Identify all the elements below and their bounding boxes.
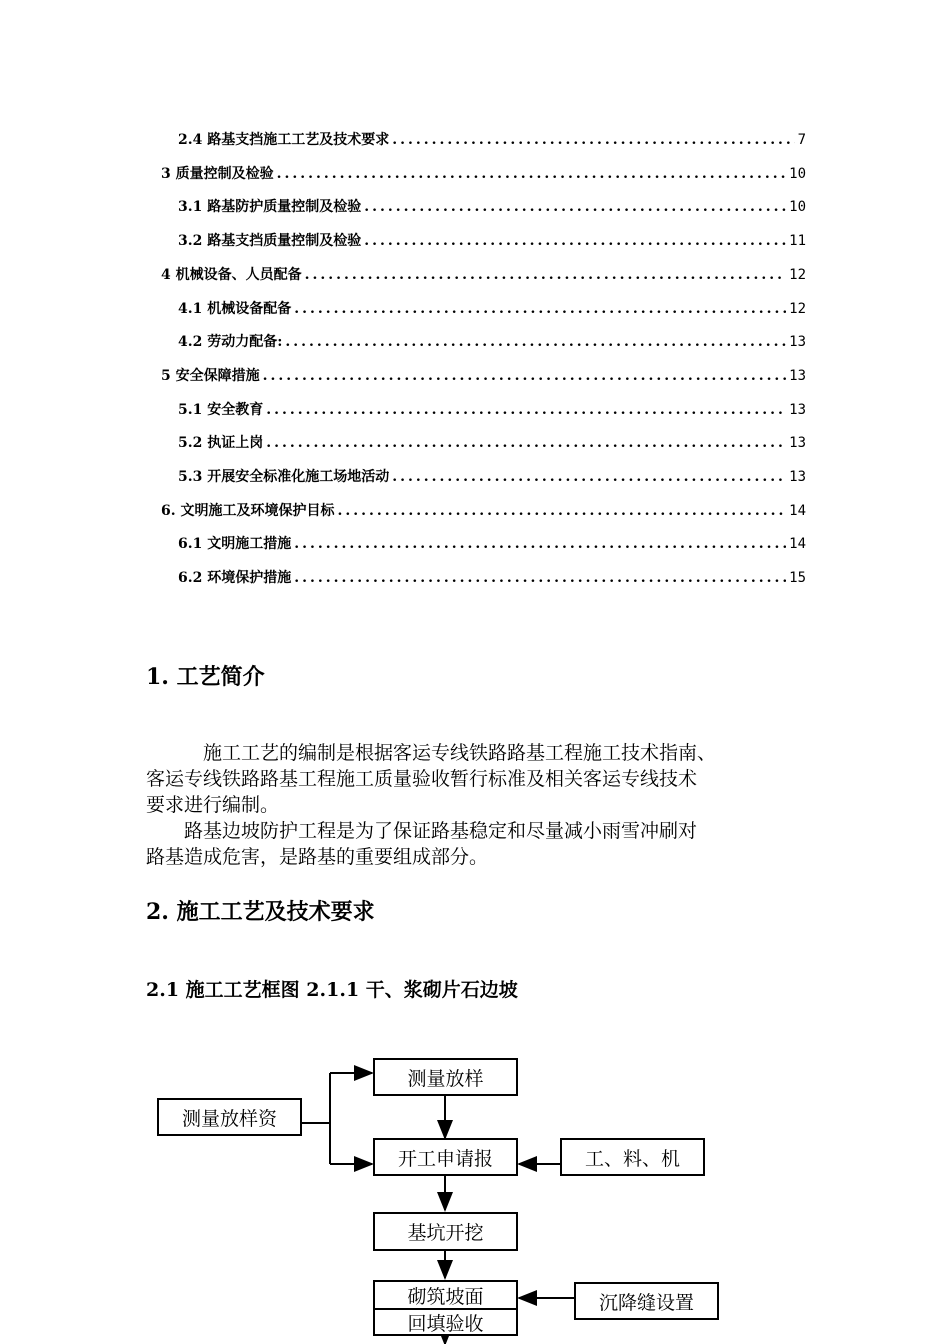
toc-leader-dots xyxy=(266,401,786,419)
toc-entry[interactable] xyxy=(178,192,806,216)
toc-entry[interactable] xyxy=(178,327,806,351)
toc-entry-title: 2.4 路基支挡施工工艺及技术要求 xyxy=(178,132,390,148)
toc-leader-dots xyxy=(263,367,787,385)
toc-entry[interactable] xyxy=(161,496,806,520)
toc-entry[interactable] xyxy=(178,294,806,318)
paragraph-line: 要求进行编制。 xyxy=(146,794,280,816)
toc-entry[interactable] xyxy=(178,395,806,419)
toc-entry-page: 13 xyxy=(789,367,806,384)
toc-leader-dots xyxy=(364,198,786,216)
toc-leader-dots xyxy=(294,535,786,553)
toc-leader-dots xyxy=(277,165,787,183)
toc-entry-page: 7 xyxy=(797,132,806,148)
toc-entry-page: 13 xyxy=(789,401,806,418)
section-1-heading: 1. 工艺简介 xyxy=(146,664,265,690)
section-2-heading: 2. 施工工艺及技术要求 xyxy=(146,899,375,925)
toc-entry-title: 6.1 文明施工措施 xyxy=(178,536,292,553)
toc-entry-title: 4.1 机械设备配备 xyxy=(178,300,292,317)
toc-leader-dots xyxy=(364,232,786,250)
process-flowchart xyxy=(0,1040,950,1344)
toc-leader-dots xyxy=(285,333,786,351)
toc-leader-dots xyxy=(305,266,787,284)
toc-leader-dots xyxy=(266,434,786,452)
toc-leader-dots xyxy=(338,502,787,520)
excavate-box: 基坑开挖 xyxy=(373,1212,518,1251)
toc-entry[interactable] xyxy=(178,125,806,149)
toc-entry-title: 4 机械设备、人员配备 xyxy=(161,266,302,283)
toc-entry-page: 13 xyxy=(789,334,806,351)
toc-entry-title: 6. 文明施工及环境保护目标 xyxy=(161,502,335,519)
toc-entry-title: 4.2 劳动力配备: xyxy=(178,334,283,351)
resources-box: 工、料、机 xyxy=(560,1138,705,1176)
paragraph-line: 施工工艺的编制是根据客运专线铁路路基工程施工技术指南、 xyxy=(146,742,717,764)
toc-entry-page: 10 xyxy=(789,199,806,216)
toc-entry-title: 5.2 执证上岗 xyxy=(178,435,264,452)
toc-entry-page: 14 xyxy=(789,536,806,553)
paragraph-line: 路基边坡防护工程是为了保证路基稳定和尽量减小雨雪冲刷对 xyxy=(146,820,698,842)
toc-entry-page: 12 xyxy=(789,300,806,317)
toc-entry[interactable] xyxy=(178,428,806,452)
toc-entry[interactable] xyxy=(178,563,806,587)
toc-entry-title: 3 质量控制及检验 xyxy=(161,165,274,182)
toc-entry[interactable] xyxy=(178,529,806,553)
toc-entry[interactable] xyxy=(161,361,806,385)
toc-entry-page: 12 xyxy=(789,266,806,283)
toc-entry[interactable] xyxy=(161,260,806,284)
toc-leader-dots xyxy=(392,468,786,486)
paragraph-line: 路基造成危害，是路基的重要组成部分。 xyxy=(146,846,489,868)
toc-entry-title: 5 安全保障措施 xyxy=(161,367,260,384)
survey-box: 测量放样 xyxy=(373,1058,518,1096)
toc-entry-page: 13 xyxy=(789,435,806,452)
toc-entry[interactable] xyxy=(161,159,806,183)
survey-data-box: 测量放样资 xyxy=(157,1098,302,1136)
toc-entry-title: 6.2 环境保护措施 xyxy=(178,570,292,587)
toc-entry[interactable] xyxy=(178,226,806,250)
apply-box: 开工申请报 xyxy=(373,1138,518,1176)
toc-entry[interactable] xyxy=(178,462,806,486)
toc-leader-dots xyxy=(294,569,786,587)
toc-entry-title: 5.1 安全教育 xyxy=(178,401,264,418)
toc-entry-title: 5.3 开展安全标准化施工场地活动 xyxy=(178,469,390,485)
toc-leader-dots xyxy=(294,300,786,318)
paragraph-line: 客运专线铁路路基工程施工质量验收暂行标准及相关客运专线技术 xyxy=(146,768,698,790)
toc-entry-page: 14 xyxy=(789,502,806,519)
toc-entry-title: 3.2 路基支挡质量控制及检验 xyxy=(178,233,362,250)
toc-entry-page: 15 xyxy=(789,570,806,587)
toc-entry-page: 11 xyxy=(789,233,806,250)
backfill-box: 回填验收 xyxy=(373,1308,518,1336)
toc-entry-title: 3.1 路基防护质量控制及检验 xyxy=(178,199,362,216)
joint-box: 沉降缝设置 xyxy=(574,1282,719,1320)
toc-entry-page: 13 xyxy=(789,469,806,485)
toc-entry-page: 10 xyxy=(789,165,806,182)
masonry-box: 砌筑坡面 xyxy=(373,1280,518,1310)
section-2-1-heading: 2.1 施工工艺框图 2.1.1 干、浆砌片石边坡 xyxy=(146,979,518,1001)
toc-leader-dots xyxy=(392,131,794,149)
section-1-body xyxy=(146,740,816,870)
